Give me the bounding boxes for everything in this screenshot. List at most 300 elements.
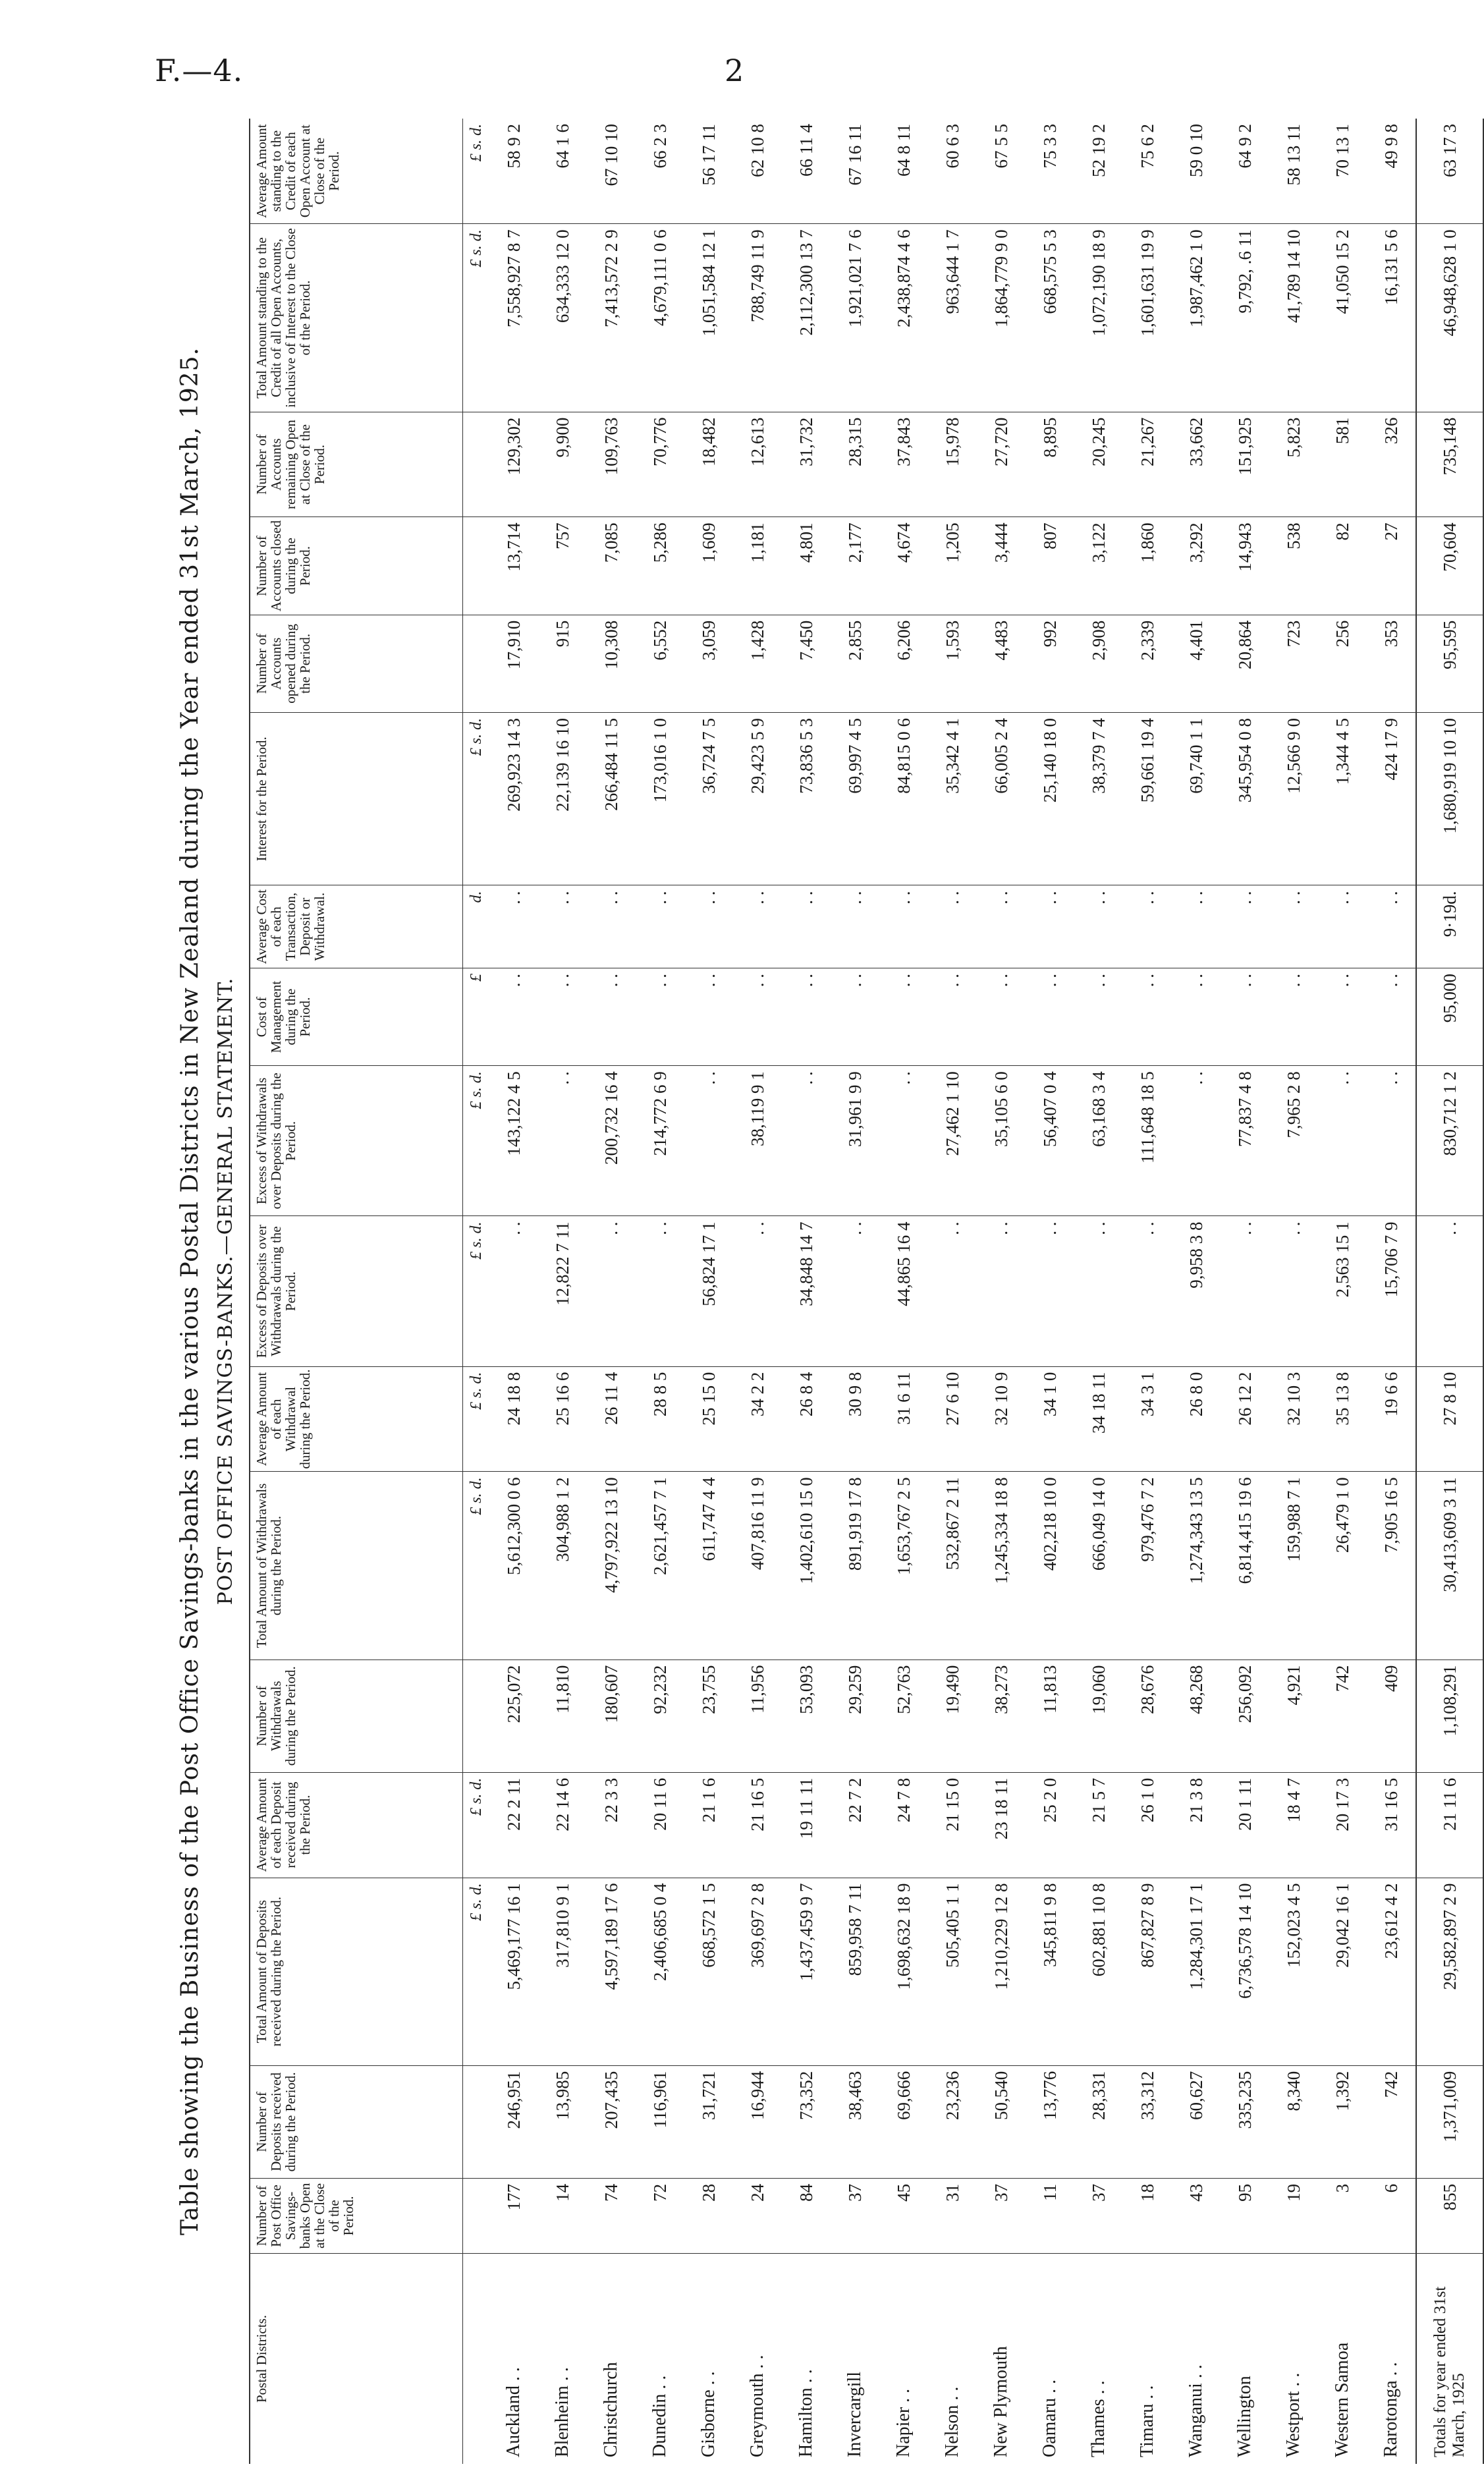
table-cell: 2,177 — [831, 517, 879, 615]
table-cell: 152,023 4 5 — [1269, 1878, 1318, 2065]
table-cell: 369,697 2 8 — [733, 1878, 782, 2065]
table-row — [684, 119, 733, 2464]
table-cell: 36,724 7 5 — [684, 713, 733, 885]
table-cell: 6,736,578 14 10 — [1221, 1878, 1269, 2065]
unit-cell — [463, 517, 490, 615]
table-cell: . . — [733, 1216, 782, 1366]
table-cell: 19 — [1269, 2178, 1318, 2253]
table-row — [538, 119, 587, 2464]
table-cell: 72 — [636, 2178, 684, 2253]
table-cell: 143,122 4 5 — [489, 1066, 538, 1216]
totals-cell: 855 — [1416, 2178, 1483, 2253]
table-cell: 38,119 9 1 — [733, 1066, 782, 1216]
table-cell: 963,644 1 7 — [928, 224, 977, 412]
table-cell: 19 6 6 — [1367, 1366, 1416, 1472]
table-cell: . . — [831, 885, 879, 968]
table-cell: . . — [1026, 885, 1074, 968]
table-cell: . . — [733, 968, 782, 1065]
header-row — [250, 119, 463, 2464]
table-cell: 7,558,927 8 7 — [489, 224, 538, 412]
table-cell: 32 10 3 — [1269, 1366, 1318, 1472]
table-cell: 2,563 15 1 — [1318, 1216, 1367, 1366]
table-cell: 56,824 17 1 — [684, 1216, 733, 1366]
table-cell: . . — [538, 885, 587, 968]
table-cell: 1,653,767 2 5 — [879, 1472, 928, 1660]
table-row — [636, 119, 684, 2464]
table-row — [1074, 119, 1123, 2464]
table-cell: 1,921,021 7 6 — [831, 224, 879, 412]
table-cell: 12,822 7 11 — [538, 1216, 587, 1366]
table-cell: 64 9 2 — [1234, 124, 1255, 169]
totals-cell: 735,148 — [1416, 412, 1483, 517]
table-cell: . . — [928, 885, 977, 968]
table-cell: 5,823 — [1269, 412, 1318, 517]
table-cell: 35,105 6 0 — [977, 1066, 1026, 1216]
table-cell: 6 — [1367, 2178, 1416, 2253]
table-cell: 34 18 11 — [1074, 1366, 1123, 1472]
table-cell: 4,797,922 13 10 — [587, 1472, 636, 1660]
table-cell: 23,755 — [684, 1660, 733, 1772]
table-cell: 67 16 11 — [844, 124, 865, 186]
table-cell: 11 — [1026, 2178, 1074, 2253]
table-cell: . . — [1172, 968, 1221, 1065]
table-cell: 9,792, .6 11 — [1221, 224, 1269, 412]
table-cell: 1,210,229 12 8 — [977, 1878, 1026, 2065]
district-name: Greymouth . . — [733, 2254, 782, 2464]
table-cell: 4,679,111 0 6 — [636, 224, 684, 412]
table-row — [1221, 119, 1269, 2464]
table-cell: 43 — [1172, 2178, 1221, 2253]
table-cell: 19,490 — [928, 1660, 977, 1772]
table-cell: . . — [1172, 885, 1221, 968]
table-cell: 602,881 10 8 — [1074, 1878, 1123, 2065]
column-header: Total Amount of Deposits received during the Period. — [250, 1878, 463, 2065]
district-name: New Plymouth — [977, 2254, 1026, 2464]
table-cell: 1,344 4 5 — [1318, 713, 1367, 885]
table-cell: 7,905 16 5 — [1367, 1472, 1416, 1660]
column-header: Number of Accounts opened during the Period. — [250, 615, 463, 712]
table-cell: 22 14 6 — [538, 1772, 587, 1878]
table-cell: 26 1 0 — [1123, 1772, 1172, 1878]
table-cell: 1,601,631 19 9 — [1123, 224, 1172, 412]
table-cell: . . — [1074, 968, 1123, 1065]
table-title: Table showing the Business of the Post Office Savings-banks in the various Postal Districts in New Zealand during the Year ended 31st March, 1925. — [177, 347, 204, 2236]
table-cell: 742 — [1318, 1660, 1367, 1772]
table-cell: . . — [489, 968, 538, 1065]
table-cell: 44,865 16 4 — [879, 1216, 928, 1366]
table-cell: . . — [1318, 885, 1367, 968]
table-cell: 13,776 — [1026, 2065, 1074, 2178]
table-cell: . . — [636, 1216, 684, 1366]
table-row — [1172, 119, 1221, 2464]
table-cell: 16,131 5 6 — [1367, 224, 1416, 412]
table-cell: . . — [489, 885, 538, 968]
table-cell: 6,814,415 19 6 — [1221, 1472, 1269, 1660]
unit-cell: £ s. d. — [463, 1366, 490, 1472]
table-cell: 1,284,301 17 1 — [1172, 1878, 1221, 2065]
table-cell: 41,050 15 2 — [1318, 224, 1367, 412]
table-cell: 69,740 1 1 — [1172, 713, 1221, 885]
column-header: Number of Deposits received during the Period. — [250, 2065, 463, 2178]
table-cell: 12,566 9 0 — [1269, 713, 1318, 885]
table-cell: 77,837 4 8 — [1221, 1066, 1269, 1216]
table-row — [928, 119, 977, 2464]
table-cell: 22,139 16 10 — [538, 713, 587, 885]
table-cell: 2,621,457 7 1 — [636, 1472, 684, 1660]
table-cell: 8,895 — [1026, 412, 1074, 517]
table-cell: 21 15 0 — [928, 1772, 977, 1878]
table-cell: 5,612,300 0 6 — [489, 1472, 538, 1660]
table-cell: 34,848 14 7 — [782, 1216, 831, 1366]
table-cell: 24 — [733, 2178, 782, 2253]
table-cell: 37 — [1074, 2178, 1123, 2253]
table-cell: 75 6 2 — [1137, 124, 1157, 169]
table-row — [1026, 119, 1074, 2464]
district-name: Nelson . . — [928, 2254, 977, 2464]
table-cell: 69,666 — [879, 2065, 928, 2178]
district-name: Dunedin . . — [636, 2254, 684, 2464]
unit-cell — [463, 2254, 490, 2464]
table-cell: 26 8 0 — [1172, 1366, 1221, 1472]
table-cell: 9,900 — [538, 412, 587, 517]
table-cell: 3,059 — [684, 615, 733, 712]
column-header: Number of Accounts closed during the Period. — [250, 517, 463, 615]
table-row — [879, 119, 928, 2464]
table-cell: . . — [928, 968, 977, 1065]
table-cell: 3,444 — [977, 517, 1026, 615]
table-cell: 64 8 11 — [893, 124, 914, 177]
table-cell: 23 18 11 — [977, 1772, 1026, 1878]
table-cell: 92,232 — [636, 1660, 684, 1772]
table-cell: 59 0 10 — [1186, 124, 1206, 177]
table-cell: 31 — [928, 2178, 977, 2253]
table-cell: . . — [1367, 968, 1416, 1065]
table-cell: 28,676 — [1123, 1660, 1172, 1772]
column-header: Average Amount standing to the Credit of each Open Account at Close of the Period. — [250, 119, 463, 224]
table-cell: 66,005 2 4 — [977, 713, 1026, 885]
table-cell: 41,789 14 10 — [1269, 224, 1318, 412]
table-cell: 19 11 11 — [782, 1772, 831, 1878]
table-cell: 58 9 2 — [503, 124, 524, 169]
table-cell: . . — [928, 1216, 977, 1366]
table-row — [977, 119, 1026, 2464]
column-header: Cost of Management during the Period. — [250, 968, 463, 1065]
table-cell: 3 — [1318, 2178, 1367, 2253]
table-cell: 7,965 2 8 — [1269, 1066, 1318, 1216]
table-cell: 7,085 — [587, 517, 636, 615]
district-name: Westport . . — [1269, 2254, 1318, 2464]
table-cell: 317,810 9 1 — [538, 1878, 587, 2065]
table-cell: 11,813 — [1026, 1660, 1074, 1772]
district-name: Thames . . — [1074, 2254, 1123, 2464]
table-cell: . . — [1074, 1216, 1123, 1366]
table-cell: 75 3 3 — [1039, 124, 1060, 169]
unit-cell: £ s. d. — [463, 1066, 490, 1216]
table-cell: . . — [1172, 1066, 1221, 1216]
table-cell: 58 13 11 — [1283, 124, 1304, 186]
table-cell: 269,923 14 3 — [489, 713, 538, 885]
table-cell: 304,988 1 2 — [538, 1472, 587, 1660]
totals-cell: 63 17 3 — [1416, 119, 1483, 224]
column-header: Interest for the Period. — [250, 713, 463, 885]
table-cell: 37 — [831, 2178, 879, 2253]
table-cell: 22 3 3 — [587, 1772, 636, 1878]
table-cell: 424 17 9 — [1367, 713, 1416, 885]
table-cell: 409 — [1367, 1660, 1416, 1772]
unit-cell — [463, 615, 490, 712]
table-row — [782, 119, 831, 2464]
table-cell: 18 4 7 — [1269, 1772, 1318, 1878]
district-name: Wanganui . . — [1172, 2254, 1221, 2464]
table-cell: 14 — [538, 2178, 587, 2253]
table-cell: 1,698,632 18 9 — [879, 1878, 928, 2065]
table-cell: . . — [1074, 885, 1123, 968]
table-cell: . . — [538, 1066, 587, 1216]
district-name: Wellington — [1221, 2254, 1269, 2464]
table-cell: 992 — [1026, 615, 1074, 712]
table-cell: 56,407 0 4 — [1026, 1066, 1074, 1216]
table-cell: 21 3 8 — [1172, 1772, 1221, 1878]
column-header: Number of Post Office Savings-banks Open at the Close of the Period. — [250, 2178, 463, 2253]
district-name: Invercargill — [831, 2254, 879, 2464]
table-row — [1269, 119, 1318, 2464]
table-cell: 25 2 0 — [1026, 1772, 1074, 1878]
table-cell: 30 9 8 — [831, 1366, 879, 1472]
table-row — [1123, 119, 1172, 2464]
table-cell: 1,864,779 9 0 — [977, 224, 1026, 412]
table-cell: . . — [489, 1216, 538, 1366]
unit-cell: £ — [463, 968, 490, 1065]
district-name: Gisborne . . — [684, 2254, 733, 2464]
table-cell: 26 11 4 — [587, 1366, 636, 1472]
table-cell: . . — [1318, 1066, 1367, 1216]
table-cell: 668,572 1 5 — [684, 1878, 733, 2065]
table-cell: 26 12 2 — [1221, 1366, 1269, 1472]
table-cell: 20 11 6 — [636, 1772, 684, 1878]
table-cell: 27 6 10 — [928, 1366, 977, 1472]
table-cell: 2,855 — [831, 615, 879, 712]
table-cell: 256,092 — [1221, 1660, 1269, 1772]
table-cell: 353 — [1367, 615, 1416, 712]
table-cell: 2,339 — [1123, 615, 1172, 712]
savings-bank-table — [249, 119, 1484, 2464]
table-cell: . . — [636, 885, 684, 968]
table-cell: 1,609 — [684, 517, 733, 615]
table-cell: 23,236 — [928, 2065, 977, 2178]
table-cell: . . — [879, 1066, 928, 1216]
table-cell: 21 16 5 — [733, 1772, 782, 1878]
table-row — [587, 119, 636, 2464]
table-cell: 979,476 7 2 — [1123, 1472, 1172, 1660]
table-cell: 2,112,300 13 7 — [782, 224, 831, 412]
table-cell: 74 — [587, 2178, 636, 2253]
unit-cell: £ s. d. — [463, 1772, 490, 1878]
unit-cell: £ s. d. — [463, 224, 490, 412]
table-cell: 49 9 8 — [1381, 124, 1401, 169]
table-cell: . . — [831, 968, 879, 1065]
table-cell: 38,463 — [831, 2065, 879, 2178]
totals-cell: 46,948,628 1 0 — [1416, 224, 1483, 412]
table-cell: 70 13 1 — [1332, 124, 1352, 177]
table-cell: 634,333 12 0 — [538, 224, 587, 412]
table-cell: 5,469,177 16 1 — [489, 1878, 538, 2065]
table-cell: 27 — [1367, 517, 1416, 615]
table-cell: 1,987,462 1 0 — [1172, 224, 1221, 412]
table-cell: 67 5 5 — [991, 124, 1011, 169]
totals-row — [1416, 119, 1483, 2464]
table-cell: . . — [1026, 968, 1074, 1065]
table-cell: 13,714 — [489, 517, 538, 615]
table-cell: 4,483 — [977, 615, 1026, 712]
table-cell: 345,811 9 8 — [1026, 1878, 1074, 2065]
table-cell: 109,763 — [587, 412, 636, 517]
table-cell: . . — [1221, 1216, 1269, 1366]
table-cell: 11,956 — [733, 1660, 782, 1772]
unit-cell — [463, 412, 490, 517]
table-cell: 73,352 — [782, 2065, 831, 2178]
table-cell: 4,674 — [879, 517, 928, 615]
page-reference: F.—4. — [155, 53, 244, 88]
unit-cell: d. — [463, 885, 490, 968]
table-cell: . . — [684, 968, 733, 1065]
table-cell: 25 15 0 — [684, 1366, 733, 1472]
table-row — [1367, 119, 1416, 2464]
table-cell: 1,274,343 13 5 — [1172, 1472, 1221, 1660]
district-name: Rarotonga . . — [1367, 2254, 1416, 2464]
column-header: Total Amount of Withdrawals during the Period. — [250, 1472, 463, 1660]
column-header: Number of Accounts remaining Open at Close of the Period. — [250, 412, 463, 517]
table-cell: . . — [587, 968, 636, 1065]
table-cell: 31,721 — [684, 2065, 733, 2178]
table-cell: 35 13 8 — [1318, 1366, 1367, 1472]
table-cell: 56 17 11 — [698, 124, 719, 186]
table-cell: . . — [1269, 1216, 1318, 1366]
column-header: Average Amount of each Deposit received during the Period. — [250, 1772, 463, 1878]
table-cell: . . — [538, 968, 587, 1065]
table-cell: 266,484 11 5 — [587, 713, 636, 885]
totals-cell: 29,582,897 2 9 — [1416, 1878, 1483, 2065]
table-cell: 1,392 — [1318, 2065, 1367, 2178]
unit-cell: £ s. d. — [467, 124, 485, 162]
table-cell: 50,540 — [977, 2065, 1026, 2178]
table-cell: 33,312 — [1123, 2065, 1172, 2178]
table-cell: 20 17 3 — [1318, 1772, 1367, 1878]
table-cell: . . — [879, 968, 928, 1065]
table-cell: 173,016 1 0 — [636, 713, 684, 885]
table-cell: 38,273 — [977, 1660, 1026, 1772]
table-cell: 538 — [1269, 517, 1318, 615]
table-cell: 505,405 1 1 — [928, 1878, 977, 2065]
table-cell: . . — [1367, 885, 1416, 968]
table-cell: . . — [782, 885, 831, 968]
column-header: Number of Withdrawals during the Period. — [250, 1660, 463, 1772]
table-cell: 788,749 11 9 — [733, 224, 782, 412]
table-cell: 12,613 — [733, 412, 782, 517]
column-header: Average Amount of each Withdrawal during the Period. — [250, 1366, 463, 1472]
table-cell: 2,438,874 4 6 — [879, 224, 928, 412]
table-cell: 15,978 — [928, 412, 977, 517]
table-cell: . . — [782, 968, 831, 1065]
table-cell: 52,763 — [879, 1660, 928, 1772]
table-cell: 668,575 5 3 — [1026, 224, 1074, 412]
table-cell: . . — [636, 968, 684, 1065]
table-cell: 95 — [1221, 2178, 1269, 2253]
table-cell: 407,816 11 9 — [733, 1472, 782, 1660]
district-name: Christchurch — [587, 2254, 636, 2464]
table-row — [831, 119, 879, 2464]
table-cell: 66 11 4 — [796, 124, 816, 177]
table-cell: 31,961 9 9 — [831, 1066, 879, 1216]
table-cell: 84 — [782, 2178, 831, 2253]
unit-cell: £ s. d. — [463, 1472, 490, 1660]
table-cell: 29,042 16 1 — [1318, 1878, 1367, 2065]
table-cell: 37 — [977, 2178, 1026, 2253]
table-cell: 1,402,610 15 0 — [782, 1472, 831, 1660]
table-cell: 31,732 — [782, 412, 831, 517]
table-cell: 28,315 — [831, 412, 879, 517]
table-cell: 151,925 — [1221, 412, 1269, 517]
table-cell: 1,181 — [733, 517, 782, 615]
totals-cell: 95,000 — [1416, 968, 1483, 1065]
table-cell: 1,437,459 9 7 — [782, 1878, 831, 2065]
unit-cell: £ s. d. — [463, 1878, 490, 2065]
table-cell: 21 1 6 — [684, 1772, 733, 1878]
table-cell: . . — [587, 1216, 636, 1366]
table-cell: 29,423 5 9 — [733, 713, 782, 885]
totals-cell: 27 8 10 — [1416, 1366, 1483, 1472]
table-cell: 60 6 3 — [942, 124, 962, 169]
table-cell: 129,302 — [489, 412, 538, 517]
table-cell: 2,406,685 0 4 — [636, 1878, 684, 2065]
district-name: Blenheim . . — [538, 2254, 587, 2464]
table-cell: 15,706 7 9 — [1367, 1216, 1416, 1366]
table-body — [463, 119, 1484, 2464]
table-cell: 10,308 — [587, 615, 636, 712]
column-header: Total Amount standing to the Credit of all Open Accounts, inclusive of Interest to the Close of the Period. — [250, 224, 463, 412]
table-cell: 18 — [1123, 2178, 1172, 2253]
table-cell: 64 1 6 — [552, 124, 572, 169]
table-cell: 28,331 — [1074, 2065, 1123, 2178]
table-cell: 723 — [1269, 615, 1318, 712]
table-subtitle: POST OFFICE SAVINGS-BANKS.—GENERAL STATEMENT. — [214, 977, 237, 1605]
table-cell: 9,958 3 8 — [1172, 1216, 1221, 1366]
district-name: Auckland . . — [489, 2254, 538, 2464]
table-cell: 4,921 — [1269, 1660, 1318, 1772]
totals-cell: 30,413,609 3 11 — [1416, 1472, 1483, 1660]
table-cell: 31 6 11 — [879, 1366, 928, 1472]
table-cell: 23,612 4 2 — [1367, 1878, 1416, 2065]
table-cell: 33,662 — [1172, 412, 1221, 517]
table-cell: 807 — [1026, 517, 1074, 615]
table-cell: 70,776 — [636, 412, 684, 517]
totals-cell: 1,108,291 — [1416, 1660, 1483, 1772]
column-header: Excess of Deposits over Withdrawals during the Period. — [250, 1216, 463, 1366]
table-cell: . . — [831, 1216, 879, 1366]
table-cell: 21 5 7 — [1074, 1772, 1123, 1878]
table-cell: 4,801 — [782, 517, 831, 615]
table-cell: 27,720 — [977, 412, 1026, 517]
district-name: Napier . . — [879, 2254, 928, 2464]
table-cell: 6,552 — [636, 615, 684, 712]
table-cell: 26,479 1 0 — [1318, 1472, 1367, 1660]
table-cell: 891,919 17 8 — [831, 1472, 879, 1660]
table-cell: 60,627 — [1172, 2065, 1221, 2178]
table-cell: 22 7 2 — [831, 1772, 879, 1878]
table-cell: . . — [1123, 968, 1172, 1065]
table-cell: 3,122 — [1074, 517, 1123, 615]
table-cell: 29,259 — [831, 1660, 879, 1772]
table-cell: 1,051,584 12 1 — [684, 224, 733, 412]
